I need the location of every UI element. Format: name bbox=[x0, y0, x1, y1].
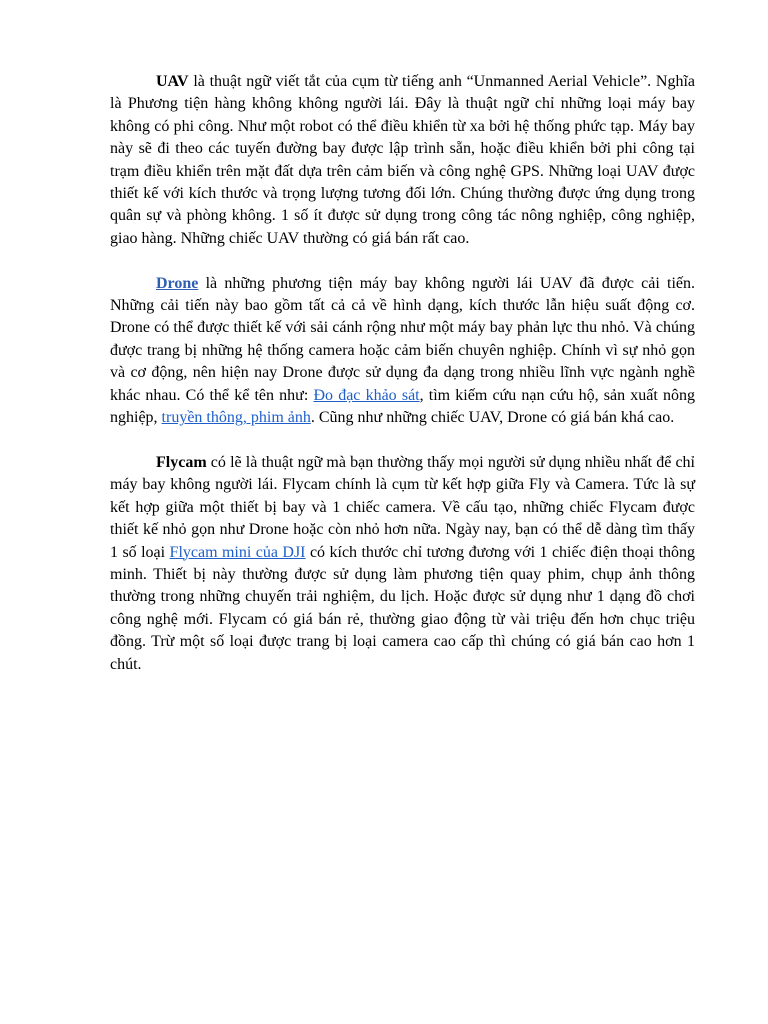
paragraph-uav bbox=[110, 71, 695, 250]
link-flycam-mini-dji[interactable]: Flycam mini của DJI bbox=[169, 543, 306, 561]
paragraph-drone-text-2: , tìm kiếm cứu nạn cứu hộ, sản xuất nông nghiệp, bbox=[110, 386, 695, 427]
paragraph-flycam-text-2: có kích thước chỉ tương đương với 1 chiếc điện thoại thông minh. Thiết bị này thường được sử dụng làm phương tiện quay phim, chụp ảnh thông thường trong những chuyến trải nghiệm, du lịch. Hoặc được sử dụng như 1 dạng đồ chơi công nghệ mới. Flycam có giá bán rẻ, thường giao động từ vài triệu đến hơn chục triệu đồng. Trừ một số loại được trang bị loại camera cao cấp thì chúng có giá bán cao hơn 1 chút. bbox=[110, 543, 696, 673]
term-flycam: Flycam bbox=[156, 453, 207, 471]
paragraph-flycam-text-1: có lẽ là thuật ngữ mà bạn thường thấy mọi người sử dụng nhiều nhất để chỉ máy bay không người lái. Flycam chính là cụm từ kết hợp giữa Fly và Camera. Tức là sự kết hợp giữa một thiết bị bay và 1 chiếc camera. Về cấu tạo, những chiếc Flycam được thiết kế nhỏ gọn như Drone hoặc còn nhỏ hơn nữa. Ngày nay, bạn có thể dễ dàng tìm thấy 1 số loại bbox=[110, 453, 695, 561]
term-uav: UAV bbox=[156, 73, 189, 90]
paragraph-uav-text: là thuật ngữ viết tắt của cụm từ tiếng anh “Unmanned Aerial Vehicle”. Nghĩa là Phương tiện hàng không không người lái. Đây là thuật ngữ chỉ những loại máy bay không có phi công. Như một robot có thể điều khiển từ xa bởi hệ thống phức tạp. Máy bay này sẽ đi theo các tuyến đường bay được lập trình sẵn, hoặc điều khiển bởi phi công tại trạm điều khiển trên mặt đất dựa trên cảm biến và công nghệ GPS. Những loại UAV được thiết kế với kích thước và trọng lượng tương đối lớn. Chúng thường được ứng dụng trong quân sự và phòng không. 1 số ít được sử dụng trong công tác nông nghiệp, công nghiệp, giao hàng. Những chiếc UAV thường có giá bán rất cao. bbox=[110, 73, 695, 247]
paragraph-flycam bbox=[110, 452, 695, 676]
paragraph-drone-text-1: là những phương tiện máy bay không người lái UAV đã được cải tiến. Những cải tiến này bao gồm tất cả cả về hình dạng, kích thước lẫn hiệu suất động cơ. Drone có thể được thiết kế với sải cánh rộng như một máy bay phản lực thu nhỏ. Và chúng được trang bị những hệ thống camera hoặc cảm biến chuyên nghiệp. Chính vì sự nhỏ gọn và cơ động, nên hiện nay Drone được sử dụng đa dạng trong nhiều lĩnh vực ngành nghề khác nhau. Có thể kể tên như: bbox=[110, 274, 695, 404]
document-page bbox=[110, 71, 695, 698]
paragraph-drone-text-3: . Cũng như những chiếc UAV, Drone có giá bán khá cao. bbox=[310, 409, 675, 427]
paragraph-drone bbox=[110, 273, 695, 430]
link-truyen-thong-phim-anh[interactable]: truyền thông, phim ảnh bbox=[161, 409, 311, 427]
link-do-dac-khao-sat[interactable]: Đo đạc khảo sát bbox=[313, 386, 420, 404]
term-drone-link[interactable]: Drone bbox=[156, 274, 199, 292]
